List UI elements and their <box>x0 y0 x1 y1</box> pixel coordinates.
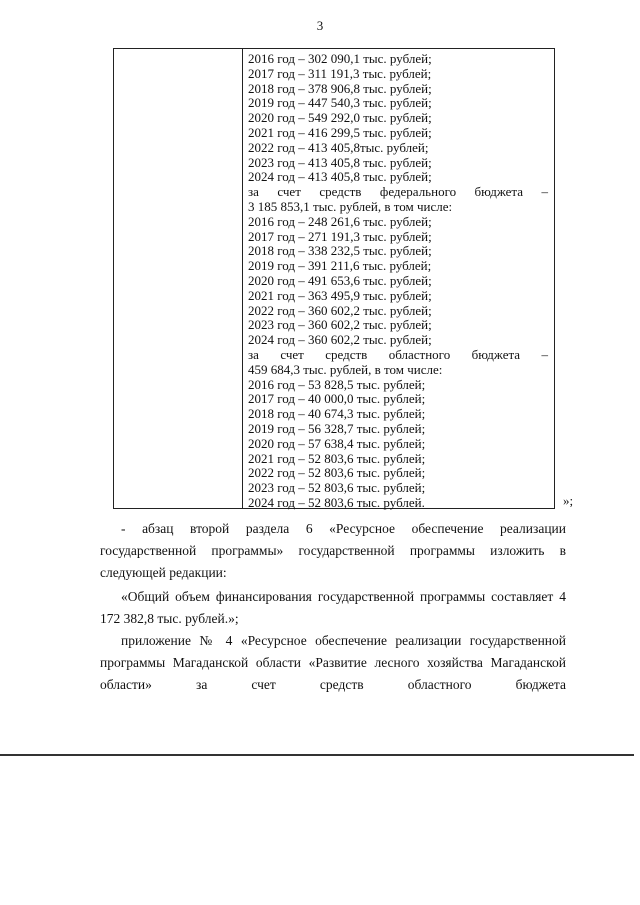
funding-year-line: 2021 год – 52 803,6 тыс. рублей; <box>248 450 426 466</box>
closing-quote: »; <box>563 493 574 508</box>
funding-year-line: 2017 год – 40 000,0 тыс. рублей; <box>248 391 426 407</box>
funding-year-line: 2020 год – 57 638,4 тыс. рублей; <box>248 435 426 451</box>
funding-year-line: 2022 год – 52 803,6 тыс. рублей; <box>248 465 426 481</box>
funding-year-line: 2023 год – 360 602,2 тыс. рублей; <box>248 317 432 333</box>
amendment-paragraph-3 <box>100 630 566 696</box>
table-column-divider <box>242 49 243 508</box>
funding-year-line: 2024 год – 413 405,8 тыс. рублей; <box>248 169 432 185</box>
paragraph-text: - абзац второй раздела 6 «Ресурсное обеспечение реализации государственной программы» государственной программы изложить в следующей редакции: <box>100 521 566 580</box>
amendment-paragraph-1 <box>100 518 566 584</box>
funding-year-line: 2023 год – 413 405,8 тыс. рублей; <box>248 154 432 170</box>
funding-year-line: 2018 год – 338 232,5 тыс. рублей; <box>248 243 432 259</box>
federal-budget-total: 3 185 853,1 тыс. рублей, в том числе: <box>248 198 453 214</box>
paragraph-text: приложение № 4 «Ресурсное обеспечение реализации государственной программы Магаданской области «Развитие лесного хозяйства Магаданской области» за счет средств областного бюджета <box>100 633 566 692</box>
funding-year-line: 2022 год – 360 602,2 тыс. рублей; <box>248 302 432 318</box>
funding-year-line: 2016 год – 302 090,1 тыс. рублей; <box>248 51 432 66</box>
federal-budget-heading: за счет средств федерального бюджета – <box>248 184 548 200</box>
funding-year-line: 2018 год – 40 674,3 тыс. рублей; <box>248 406 426 422</box>
page-number: 3 <box>316 18 324 33</box>
paragraph-text: «Общий объем финансирования государственной программы составляет 4 172 382,8 тыс. рублей.»; <box>100 589 566 626</box>
funding-year-line: 2019 год – 447 540,3 тыс. рублей; <box>248 95 432 111</box>
total-funding-by-year <box>248 52 548 185</box>
amendment-paragraph-2 <box>100 586 566 630</box>
funding-table <box>113 48 555 509</box>
funding-year-line: 2016 год – 53 828,5 тыс. рублей; <box>248 376 426 392</box>
funding-year-line: 2018 год – 378 906,8 тыс. рублей; <box>248 80 432 96</box>
funding-year-line: 2019 год – 391 211,6 тыс. рублей; <box>248 258 432 274</box>
funding-year-line: 2016 год – 248 261,6 тыс. рублей; <box>248 213 432 229</box>
regional-funding-by-year <box>248 378 548 511</box>
funding-year-line: 2019 год – 56 328,7 тыс. рублей; <box>248 420 426 436</box>
funding-year-line: 2023 год – 52 803,6 тыс. рублей; <box>248 480 426 496</box>
funding-year-line: 2021 год – 363 495,9 тыс. рублей; <box>248 287 432 303</box>
funding-year-line: 2020 год – 549 292,0 тыс. рублей; <box>248 110 432 126</box>
funding-year-line: 2020 год – 491 653,6 тыс. рублей; <box>248 272 432 288</box>
regional-budget-total: 459 684,3 тыс. рублей, в том числе: <box>248 361 443 377</box>
federal-funding-by-year <box>248 215 548 348</box>
regional-budget-heading: за счет средств областного бюджета – <box>248 346 548 362</box>
funding-year-line: 2024 год – 360 602,2 тыс. рублей; <box>248 332 432 348</box>
funding-year-line: 2017 год – 271 191,3 тыс. рублей; <box>248 228 432 244</box>
page-bottom-rule <box>0 754 634 756</box>
funding-table-cell <box>248 52 548 511</box>
funding-year-line: 2017 год – 311 191,3 тыс. рублей; <box>248 65 432 81</box>
funding-year-line: 2021 год – 416 299,5 тыс. рублей; <box>248 124 432 140</box>
funding-year-line: 2022 год – 413 405,8тыс. рублей; <box>248 139 429 155</box>
funding-year-line: 2024 год – 52 803,6 тыс. рублей. <box>248 494 425 510</box>
